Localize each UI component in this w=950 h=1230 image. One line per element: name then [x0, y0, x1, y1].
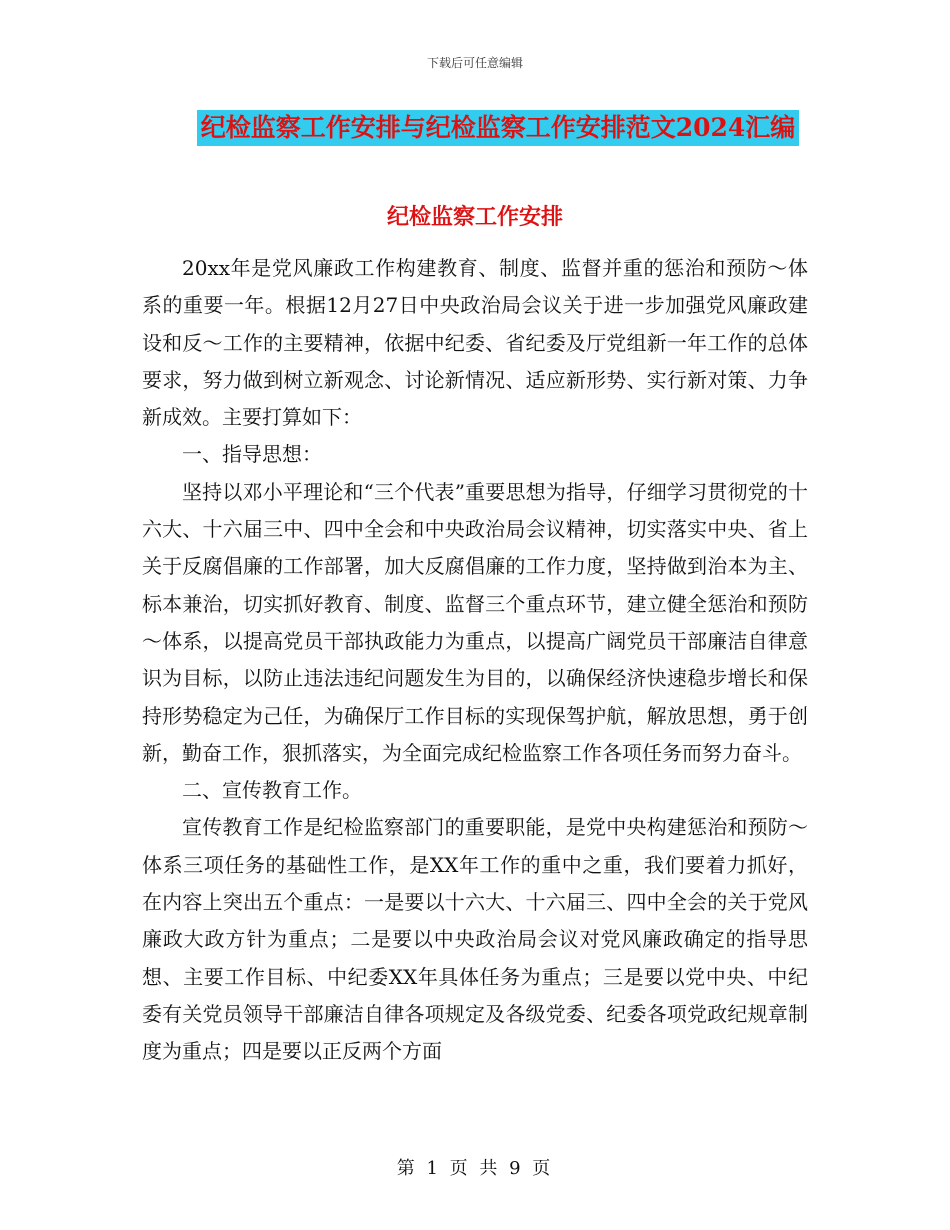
document-title: 纪检监察工作安排与纪检监察工作安排范文2024汇编	[197, 110, 800, 146]
document-body	[142, 250, 808, 1071]
paragraph-intro: 20xx年是党风廉政工作构建教育、制度、监督并重的惩治和预防～体系的重要一年。根据12月27日中央政治局会议关于进一步加强党风廉政建设和反～工作的主要精神，依据中纪委、省纪委及厅党组新一年工作的总体要求，努力做到树立新观念、讨论新情况、适应新形势、实行新对策、力争新成效。主要打算如下：	[142, 256, 808, 430]
page-number: 第 1 页 共 9 页	[396, 1158, 554, 1179]
section-title: 纪检监察工作安排	[386, 204, 563, 230]
document-title-container	[0, 110, 950, 146]
paragraph-guiding-ideology: 坚持以邓小平理论和“三个代表”重要思想为指导，仔细学习贯彻党的十六大、十六届三中、四中全会和中央政治局会议精神，切实落实中央、省上关于反腐倡廉的工作部署，加大反腐倡廉的工作力度，坚持做到治本为主、标本兼治，切实抓好教育、制度、监督三个重点环节，建立健全惩治和预防～体系，以提高党员干部执政能力为重点，以提高广阔党员干部廉洁自律意识为目标，以防止违法违纪问题发生为目的，以确保经济快速稳步增长和保持形势稳定为己任，为确保厅工作目标的实现保驾护航，解放思想，勇于创新，勤奋工作，狠抓落实，为全面完成纪检监察工作各项任务而努力奋斗。	[142, 479, 808, 765]
paragraph-heading-guiding-ideology: 一、指导思想：	[182, 442, 322, 467]
header-note: 下载后可任意编辑	[426, 56, 523, 70]
paragraph-education: 宣传教育工作是纪检监察部门的重要职能，是党中央构建惩治和预防～体系三项任务的基础性工作，是XX年工作的重中之重，我们要着力抓好，在内容上突出五个重点：一是要以十六大、十六届三、四中全会的关于党风廉政大政方针为重点；二是要以中央政治局会议对党风廉政确定的指导思想、主要工作目标、中纪委XX年具体任务为重点；三是要以党中央、中纪委有关党员领导干部廉洁自律各项规定及各级党委、纪委各项党政纪规章制度为重点；四是要以正反两个方面	[142, 815, 808, 1064]
paragraph-heading-education: 二、宣传教育工作。	[182, 778, 362, 803]
